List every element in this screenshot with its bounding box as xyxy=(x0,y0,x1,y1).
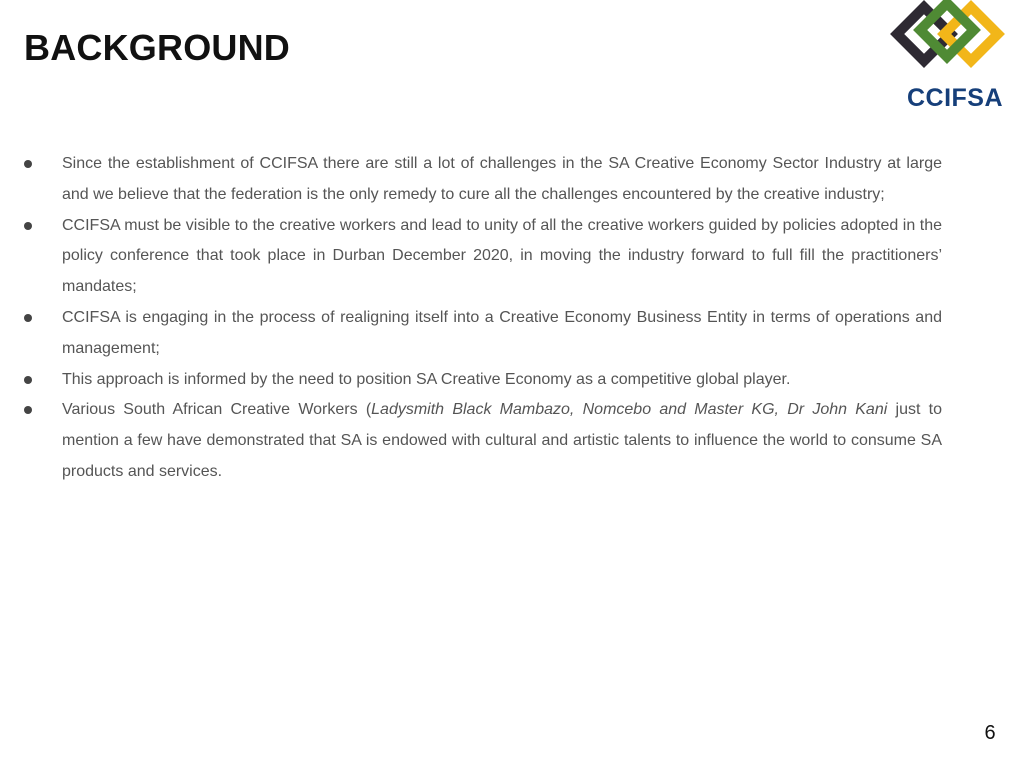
bullet-item xyxy=(24,365,942,396)
bullet-item xyxy=(24,149,942,211)
bullet-text: CCIFSA is engaging in the process of realigning itself into a Creative Economy Business Entity in terms of operations and management; xyxy=(62,308,942,357)
bullet-dot-icon xyxy=(24,314,32,322)
page-number: 6 xyxy=(984,722,996,744)
logo-wordmark: CCIFSA xyxy=(906,84,1004,112)
bullet-dot-icon xyxy=(24,160,32,168)
bullet-text: CCIFSA must be visible to the creative workers and lead to unity of all the creative workers guided by policies adopted in the policy conference that took place in Durban December 2020, in moving the industry forward to full fill the practitioners’ mandates; xyxy=(62,216,942,296)
bullet-dot-icon xyxy=(24,222,32,230)
ccifsa-logo xyxy=(880,0,1020,112)
bullet-text-suffix: just to mention a few have demonstrated that SA is endowed with cultural and artistic talents to influence the world to consume SA products and services. xyxy=(62,401,942,480)
slide-title: BACKGROUND xyxy=(24,27,290,68)
bullet-text-italic: Ladysmith Black Mambazo, Nomcebo and Master KG, Dr John Kani xyxy=(371,401,888,419)
interlocking-diamonds-icon xyxy=(890,0,1014,80)
bullet-item xyxy=(24,211,942,303)
bullet-item xyxy=(24,303,942,365)
bullet-text-prefix: Various South African Creative Workers ( xyxy=(62,401,372,419)
bullet-text: This approach is informed by the need to position SA Creative Economy as a competitive global player. xyxy=(62,370,791,388)
bullet-list xyxy=(24,149,942,488)
bullet-item xyxy=(24,395,942,487)
bullet-text: Since the establishment of CCIFSA there are still a lot of challenges in the SA Creative Economy Sector Industry at large and we believe that the federation is the only remedy to cure all the challenges encountered by the creative industry; xyxy=(62,155,942,203)
bullet-dot-icon xyxy=(24,376,32,384)
bullet-dot-icon xyxy=(24,406,32,414)
